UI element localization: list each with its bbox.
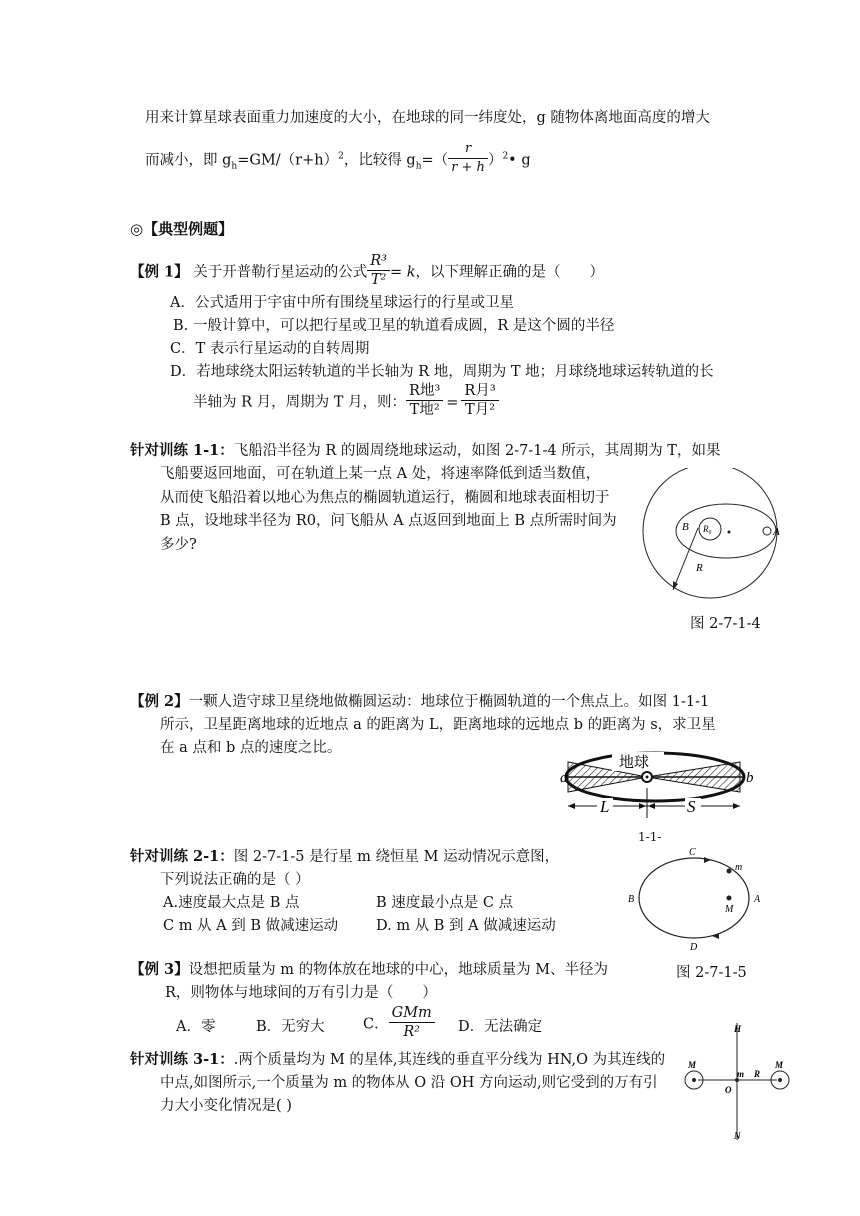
earth-dot-center <box>646 776 649 779</box>
label-m-right: M <box>775 1060 784 1070</box>
label-d: D <box>690 942 698 953</box>
train2-label: 针对训练 2-1： <box>130 848 234 865</box>
ex1-stem <box>130 254 604 291</box>
train2-line-2: 下列说法正确的是（ ） <box>160 872 310 888</box>
l-arrow-right <box>639 803 646 809</box>
spacecraft-marker <box>763 527 771 535</box>
train1-text-1: 飞船沿半径为 R 的圆周绕地球运动，如图 2-7-1-4 所示，其周期为 T，如果 <box>233 443 721 459</box>
orbit-arrow-bottom <box>712 933 719 939</box>
ex2-text-1: 一颗人造守球卫星绕地做椭圆运动：地球位于椭圆轨道的一个焦点上。如图 1-1-1 <box>188 694 710 710</box>
intro-text-d: =（ <box>421 152 449 169</box>
label-a: A <box>773 526 780 538</box>
train3-line-1 <box>130 1048 665 1069</box>
train2-option-b: B 速度最小点是 C 点 <box>376 895 514 911</box>
intro-text-a: 而减小，即 g <box>145 152 232 169</box>
label-h: H <box>734 1024 742 1034</box>
star-m-dot <box>727 896 732 901</box>
train1-line-3: 从而使飞船沿着以地心为焦点的椭圆轨道运行，椭圆和地球表面相切于 <box>160 490 610 506</box>
intro-text-b: =GM/（r+h） <box>237 152 339 169</box>
ex2-label: 【例 2】 <box>130 693 189 710</box>
label-r0: R₀ <box>703 524 712 534</box>
train3-line-2: 中点,如图所示,一个质量为 m 的物体从 O 沿 OH 方向运动,则它受到的万有引 <box>160 1075 658 1091</box>
ex1-stem-b: ，以下理解正确的是（ ） <box>415 264 605 281</box>
ex2-line-1 <box>130 690 709 711</box>
intro-text-f: • g <box>508 152 531 169</box>
ex1-d-right-frac <box>461 382 498 419</box>
train2-text-1: 图 2-7-1-5 是行星 m 绕恒星 M 运动情况示意图， <box>233 849 560 865</box>
intro-sup-2: 2 <box>338 151 344 162</box>
intro-frac-num: r <box>448 140 488 159</box>
section-title: ◎【典型例题】 <box>130 220 234 238</box>
ex3-label: 【例 3】 <box>130 961 189 978</box>
planet-m-dot <box>727 869 732 874</box>
train2-line-1 <box>130 845 559 866</box>
a-label: a <box>560 770 568 786</box>
l-arrow-left <box>568 803 575 809</box>
ex1-option-d-line2 <box>193 384 499 421</box>
orbit-figure-2-7-1-4 <box>636 468 786 618</box>
ex1-formula <box>367 252 390 289</box>
ex3-option-d: D．无法确定 <box>458 1019 543 1035</box>
label-c: C <box>689 847 696 858</box>
ex2-fig-caption-fragment: 1-1- <box>638 830 662 844</box>
s-arrow-right <box>733 803 740 809</box>
two-star-figure <box>680 1018 795 1146</box>
ex3-option-c-label: C． <box>363 1016 389 1033</box>
fig-caption-2-7-1-5: 图 2-7-1-5 <box>676 965 747 981</box>
planet-orbit-figure-2-7-1-5 <box>624 846 774 956</box>
star-right-center <box>778 1078 782 1082</box>
train3-line-3: 力大小变化情况是( ) <box>160 1098 292 1114</box>
intro-line-1: 用来计算星球表面重力加速度的大小，在地球的同一纬度处，g 随物体离地面高度的增大 <box>145 110 710 126</box>
label-small-m: m <box>737 1069 745 1079</box>
label-small-m: m <box>735 862 743 873</box>
ex1-stem-a: 关于开普勒行星运动的公式 <box>188 264 368 281</box>
l-label: L <box>600 797 610 816</box>
ex3-option-c <box>363 1006 435 1043</box>
train1-line-2: 飞船要返回地面，可在轨道上某一点 A 处，将速率降低到适当数值， <box>160 466 601 482</box>
label-b: B <box>628 894 635 905</box>
intro-text-c: ，比较得 g <box>343 152 416 169</box>
ex1-d-left-num: R地³ <box>406 382 443 401</box>
label-b: B <box>682 521 689 533</box>
s-label: S <box>687 797 696 816</box>
train2-option-c: C m 从 A 到 B 做减速运动 <box>163 918 339 934</box>
train2-option-d: D. m 从 B 到 A 做减速运动 <box>376 918 556 934</box>
intro-sub-h2: h <box>415 161 422 172</box>
train1-label: 针对训练 1-1： <box>130 442 234 459</box>
ex1-option-c: C．T 表示行星运动的自转周期 <box>170 341 370 357</box>
label-a: A <box>754 894 761 905</box>
earth-label: 地球 <box>619 755 650 771</box>
ex3-option-c-den: R² <box>403 1024 421 1040</box>
intro-fraction <box>448 140 488 177</box>
elliptical-orbit <box>676 504 776 558</box>
ex1-option-d-line1: D．若地球绕太阳运转轨道的半长轴为 R 地，周期为 T 地；月球绕地球运转轨道的长 <box>170 364 714 380</box>
ex1-d-left-den: T地² <box>409 402 440 418</box>
intro-sup-2b: 2 <box>502 151 509 162</box>
ex1-d-right-num: R月³ <box>461 382 498 401</box>
label-r: R <box>754 1069 761 1079</box>
train1-line-5: 多少? <box>160 537 197 553</box>
ex3-text-1: 设想把质量为 m 的物体放在地球的中心，地球质量为 M、半径为 <box>188 962 609 978</box>
fig-caption-2-7-1-4: 图 2-7-1-4 <box>690 616 761 632</box>
label-r: R <box>696 562 703 574</box>
train3-label: 针对训练 3-1： <box>130 1051 234 1068</box>
ex3-option-b: B．无穷大 <box>256 1019 325 1035</box>
intro-line-2 <box>145 142 531 179</box>
s-arrow-left <box>648 803 655 809</box>
label-o: O <box>725 1085 732 1095</box>
ex3-option-c-fraction <box>389 1004 435 1041</box>
train2-option-a: A.速度最大点是 B 点 <box>163 895 300 911</box>
label-m-left: M <box>688 1060 697 1070</box>
train1-line-4: B 点，设地球半径为 R0，问飞船从 A 点返回到地面上 B 点所需时间为 <box>160 513 617 529</box>
orbit-arrow-top <box>704 857 711 863</box>
intro-frac-den: r + h <box>451 160 485 175</box>
intro-text-e: ） <box>487 152 503 169</box>
ex1-formula-den: T² <box>370 272 387 288</box>
label-big-m: M <box>725 904 734 915</box>
ex1-d-left-frac <box>406 382 443 419</box>
train1-line-1 <box>130 439 720 460</box>
label-n: N <box>734 1131 741 1141</box>
ex1-formula-eq: = k <box>389 264 416 281</box>
satellite-orbit-figure <box>560 748 770 838</box>
ex1-formula-num: R³ <box>367 252 390 271</box>
train3-text-1: .两个质量均为 M 的星体,其连线的垂直平分线为 HN,O 为其连线的 <box>233 1052 666 1068</box>
ex3-line-2: R，则物体与地球间的万有引力是（ ） <box>165 985 437 1001</box>
ex3-option-a: A．零 <box>176 1019 216 1035</box>
ex3-option-c-num: GMm <box>389 1004 435 1023</box>
ex3-line-1 <box>130 958 608 979</box>
ex2-line-3: 在 a 点和 b 点的速度之比。 <box>160 740 342 756</box>
ex1-option-b: B. 一般计算中，可以把行星或卫星的轨道看成圆，R 是这个圆的半径 <box>173 318 615 334</box>
ex1-option-a: A．公式适用于宇宙中所有围绕星球运行的行星或卫星 <box>170 295 514 311</box>
planet-orbit-ellipse <box>639 858 749 938</box>
star-left-center <box>692 1078 696 1082</box>
ex1-d-right-den: T月² <box>465 402 496 418</box>
ex1-d-eq: = <box>446 394 459 411</box>
center-dot <box>728 531 731 534</box>
intro-sub-h: h <box>231 161 238 172</box>
ex1-option-d-text: 半轴为 R 月，周期为 T 月，则： <box>193 394 407 411</box>
ex1-label: 【例 1】 <box>130 263 189 281</box>
b-label: b <box>746 770 754 786</box>
ex2-line-2: 所示，卫星距离地球的近地点 a 的距离为 L，距离地球的远地点 b 的距离为 s，求卫星 <box>160 717 716 733</box>
